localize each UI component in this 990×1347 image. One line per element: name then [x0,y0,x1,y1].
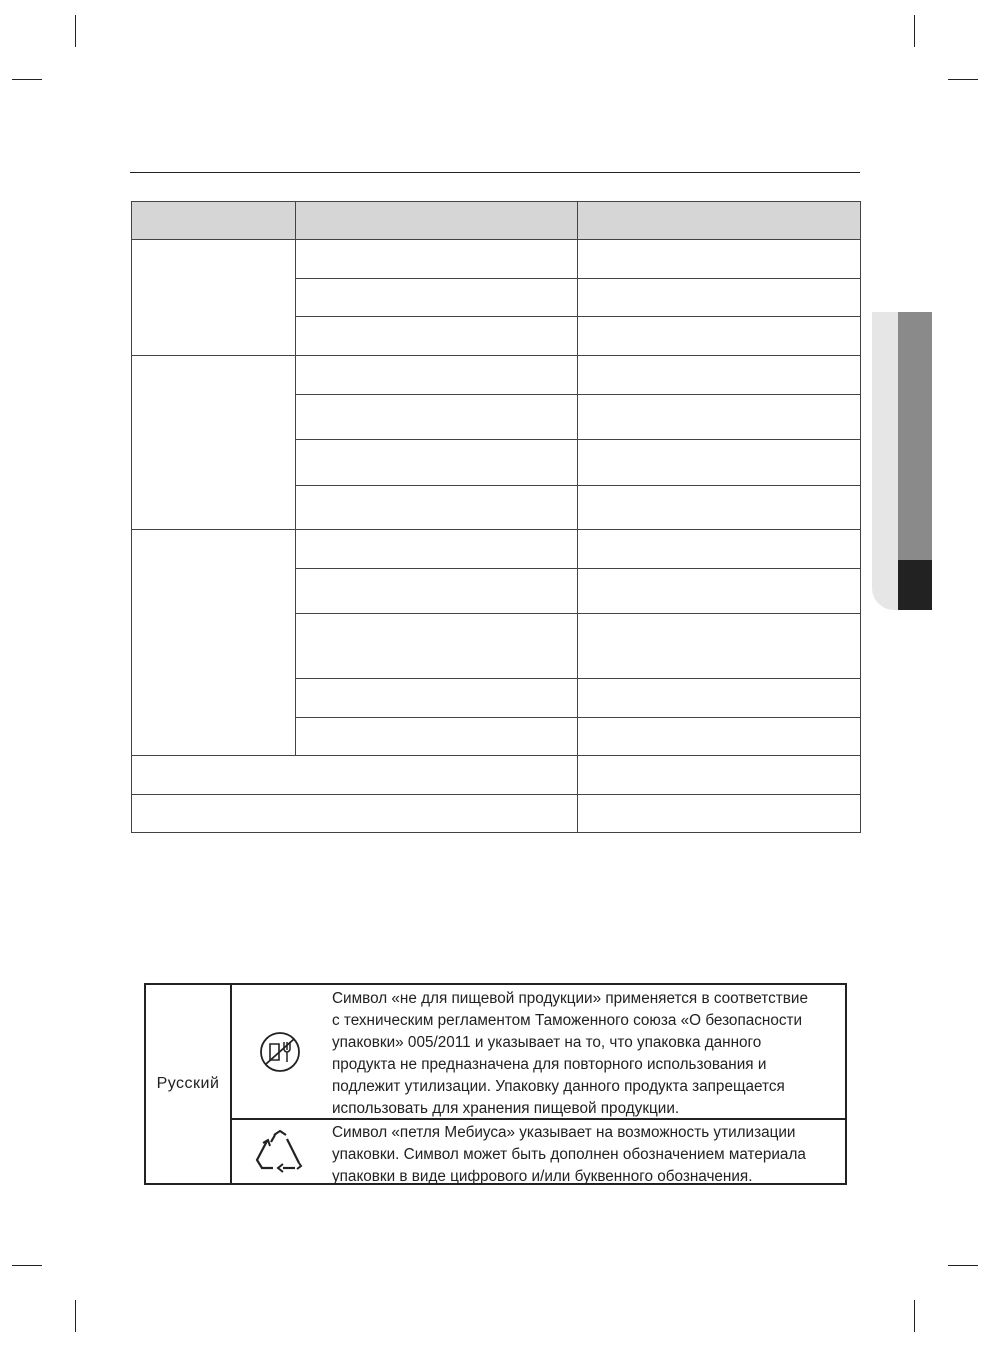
crop-mark [948,1265,978,1266]
text-line: Символ «не для пищевой продукции» применяется в соответствие [332,990,808,1007]
table-cell [132,530,296,756]
table-cell [296,395,578,440]
table-cell [296,569,578,614]
not-for-food-icon-cell [230,985,330,1118]
table-cell [296,530,578,569]
table-row [132,530,861,569]
table-cell [578,679,861,718]
text-line: использовать для хранения пищевой продукции. [332,1100,680,1117]
mobius-icon-cell [230,1120,330,1183]
table-cell [578,530,861,569]
table-row [132,240,861,279]
table-cell [296,679,578,718]
text-line: Символ «петля Мебиуса» указывает на возможность утилизации [332,1124,796,1141]
chapter-tab-marker [898,560,932,610]
text-line: подлежит утилизации. Упаковку данного продукта запрещается [332,1078,785,1095]
text-line: с техническим регламентом Таможенного союза «О безопасности [332,1012,803,1029]
table-cell [296,718,578,756]
table-cell [578,614,861,679]
table-cell [578,486,861,530]
mobius-text [332,1122,817,1188]
spec-table [131,201,861,833]
text-line: продукта не предназначена для повторного использования и [332,1056,767,1073]
table-cell [296,614,578,679]
table-cell [132,240,296,356]
table-cell [578,240,861,279]
not-for-food-text [332,988,817,1120]
crop-mark [914,1300,915,1332]
mobius-row [230,1120,845,1183]
text-line: упаковки» 005/2011 и указывает на то, что упаковка данного [332,1034,762,1051]
table-cell [578,356,861,395]
table-cell [132,756,578,795]
table-cell [578,440,861,486]
table-cell [296,240,578,279]
crop-mark [914,15,915,47]
not-for-food-icon [258,1030,302,1074]
crop-mark [948,79,978,80]
table-cell [578,317,861,356]
text-line: упаковки в виде цифрового и/или буквенного обозначения. [332,1168,753,1185]
table-cell [578,718,861,756]
table-cell [296,317,578,356]
table-cell [578,569,861,614]
table-header-cell [578,202,861,240]
mobius-loop-icon [253,1128,307,1176]
table-cell [578,395,861,440]
table-cell [578,756,861,795]
table-cell [296,440,578,486]
table-cell [296,279,578,317]
table-header-cell [296,202,578,240]
table-header-row [132,202,861,240]
table-cell [132,795,578,833]
packaging-notice [144,983,847,1185]
table-cell [578,279,861,317]
crop-mark [12,79,42,80]
table-row [132,356,861,395]
crop-mark [75,15,76,47]
text-line: упаковки. Символ может быть дополнен обозначением материала [332,1146,806,1163]
table-cell [296,486,578,530]
header-rule [130,172,860,173]
crop-mark [12,1265,42,1266]
table-header-cell [132,202,296,240]
table-cell [132,356,296,530]
language-label: Русский [146,985,232,1183]
chapter-tab-band [898,312,932,560]
table-cell [578,795,861,833]
table-row [132,795,861,833]
not-for-food-row [230,985,845,1120]
table-row [132,756,861,795]
table-cell [296,356,578,395]
crop-mark [75,1300,76,1332]
